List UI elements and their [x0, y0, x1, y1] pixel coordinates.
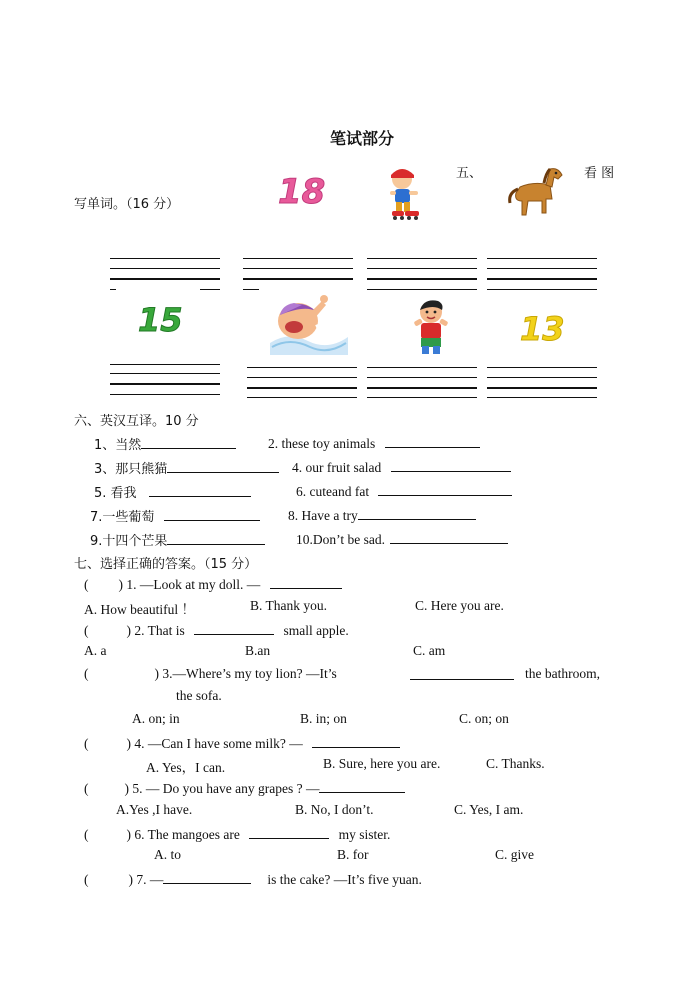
- answer-blank-3[interactable]: [167, 459, 279, 473]
- q3-option-b[interactable]: B. in; on: [300, 711, 347, 726]
- question-1: ( ) 1. —Look at my doll. —: [84, 575, 342, 593]
- swimming-child-icon: [268, 291, 350, 357]
- section6-item-3: 3、那只熊猫: [94, 458, 279, 477]
- question-5: ( ) 5. — Do you have any grapes ? —: [84, 779, 405, 797]
- number-15-picture: 15: [138, 301, 183, 339]
- answer-blank-4[interactable]: [391, 458, 511, 472]
- page-title: 笔试部分: [330, 129, 395, 148]
- answer-blank-8[interactable]: [358, 506, 476, 520]
- q2-option-a[interactable]: A. a: [84, 643, 107, 658]
- section6-heading: 六、英汉互译。10 分: [74, 414, 199, 429]
- q2-option-c[interactable]: C. am: [413, 643, 446, 658]
- answer-blank-6[interactable]: [378, 482, 512, 496]
- question-3: ( ) 3.—Where’s my toy lion? —It’s: [84, 666, 337, 681]
- number-13-picture: 13: [520, 310, 565, 348]
- q5-blank[interactable]: [319, 779, 405, 793]
- answer-blank-9[interactable]: [167, 531, 265, 545]
- q6-option-a[interactable]: A. to: [154, 847, 181, 862]
- horse-icon: [506, 163, 564, 219]
- section6-item-4: 4. our fruit salad: [292, 458, 511, 476]
- q1-blank[interactable]: [270, 575, 342, 589]
- section6-item-1: 1、当然: [94, 434, 236, 453]
- q1-option-a[interactable]: A. How beautiful ！: [84, 602, 195, 617]
- q4-option-b[interactable]: B. Sure, here you are.: [323, 756, 441, 771]
- q2-option-b[interactable]: B.an: [245, 643, 271, 658]
- question-4: ( ) 4. —Can I have some milk? —: [84, 734, 400, 752]
- q5-option-a[interactable]: A.Yes ,I have.: [116, 802, 193, 817]
- section6-item-10: 10.Don’t be sad.: [296, 530, 508, 548]
- section6-item-6: 6. cuteand fat: [296, 482, 512, 500]
- answer-blank-10[interactable]: [390, 530, 508, 544]
- q6-option-c[interactable]: C. give: [495, 847, 534, 862]
- q7-blank[interactable]: [163, 870, 251, 884]
- q3-option-c[interactable]: C. on; on: [459, 711, 509, 726]
- question-7: ( ) 7. — is the cake? —It’s five yuan.: [84, 872, 422, 887]
- answer-blank-2[interactable]: [385, 434, 480, 448]
- q5-option-b[interactable]: B. No, I don’t.: [295, 802, 374, 817]
- q4-option-a[interactable]: A. Yes，I can.: [146, 760, 226, 775]
- q6-option-b[interactable]: B. for: [337, 847, 369, 862]
- q4-blank[interactable]: [312, 734, 400, 748]
- section6-item-2: 2. these toy animals: [268, 434, 480, 452]
- section6-item-7: 7.一些葡萄: [90, 506, 260, 525]
- answer-blank-1[interactable]: [141, 435, 236, 449]
- q3-tail: the bathroom,: [525, 666, 600, 681]
- q3-blank[interactable]: [410, 666, 514, 680]
- number-18-picture: 18: [278, 172, 326, 212]
- section6-item-5: 5. 看我: [94, 482, 251, 501]
- q4-option-c[interactable]: C. Thanks.: [486, 756, 545, 771]
- q6-blank[interactable]: [249, 825, 329, 839]
- section6-item-9: 9.十四个芒果: [90, 530, 265, 549]
- answer-blank-7[interactable]: [164, 507, 260, 521]
- q3-continuation: the sofa.: [176, 688, 222, 703]
- q3-option-a[interactable]: A. on; in: [132, 711, 180, 726]
- roller-skating-boy-icon: [382, 165, 428, 220]
- question-6: ( ) 6. The mangoes are my sister.: [84, 827, 391, 842]
- answer-blank-5[interactable]: [149, 483, 251, 497]
- section5-heading-write: 写单词。（16 分）: [74, 197, 180, 212]
- boy-with-ball-icon: [410, 298, 452, 356]
- q1-option-c[interactable]: C. Here you are.: [415, 598, 504, 613]
- q1-option-b[interactable]: B. Thank you.: [250, 598, 327, 613]
- section5-heading-number: 五、: [456, 166, 483, 181]
- question-2: ( ) 2. That is small apple.: [84, 623, 349, 638]
- section6-item-8: 8. Have a try: [288, 506, 476, 524]
- q2-blank[interactable]: [194, 621, 274, 635]
- section5-heading-look: 看 图: [584, 166, 615, 181]
- q3-blank-wrap: [410, 666, 514, 684]
- q5-option-c[interactable]: C. Yes, I am.: [454, 802, 524, 817]
- section7-heading: 七、选择正确的答案。（15 分）: [74, 557, 258, 572]
